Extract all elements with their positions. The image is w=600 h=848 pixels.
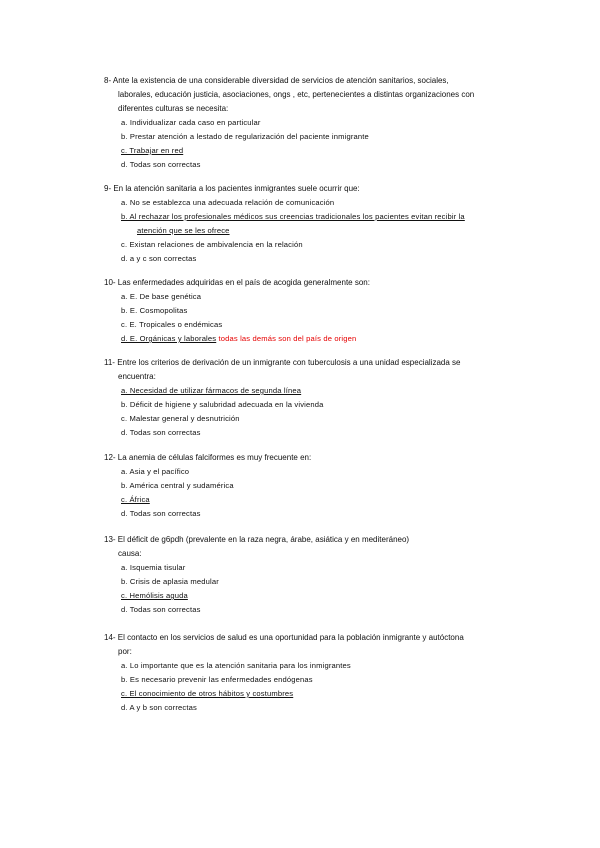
question-stem: [104, 533, 524, 561]
option-a: a. Lo importante que es la atención sanitaria para los inmigrantes: [121, 661, 351, 670]
stem-line: 11- Entre los criterios de derivación de un inmigrante con tuberculosis a una unidad especializada se: [104, 358, 461, 367]
option-d-correct: d. E. Orgánicas y laborales: [121, 334, 217, 343]
option-b: b. América central y sudamérica: [121, 481, 234, 490]
question-stem: [104, 74, 524, 116]
option-a: a. Individualizar cada caso en particular: [121, 118, 261, 127]
question-14: [104, 631, 524, 715]
option-d: d. Todas son correctas: [121, 428, 201, 437]
option-b-continuation: atención que se les ofrece: [137, 226, 230, 235]
answer-note: todas las demás son del país de origen: [218, 334, 357, 343]
stem-line: causa:: [118, 549, 142, 558]
option-b: b. Déficit de higiene y salubridad adecuada en la vivienda: [121, 400, 324, 409]
option-a: a. No se establezca una adecuada relación de comunicación: [121, 198, 335, 207]
question-8: [104, 74, 524, 172]
question-13: [104, 533, 524, 617]
option-b: b. Es necesario prevenir las enfermedades endógenas: [121, 675, 313, 684]
option-a: a. Asia y el pacífico: [121, 467, 190, 476]
option-c-correct: c. El conocimiento de otros hábitos y costumbres: [121, 689, 294, 698]
stem-line: 8- Ante la existencia de una considerable diversidad de servicios de atención sanitarios, sociales,: [104, 76, 449, 85]
question-9: [104, 182, 524, 266]
option-c-correct: c. África: [121, 495, 150, 504]
option-d: d. Todas son correctas: [121, 160, 201, 169]
question-stem: 12- La anemia de células falciformes es muy frecuente en:: [104, 453, 312, 462]
stem-line: 14- El contacto en los servicios de salud es una oportunidad para la población inmigrante y autóctona: [104, 633, 464, 642]
stem-line: encuentra:: [118, 372, 156, 381]
option-b: b. Prestar atención a lestado de regularización del paciente inmigrante: [121, 132, 369, 141]
option-b: b. Crisis de aplasia medular: [121, 577, 219, 586]
question-stem: [104, 631, 524, 659]
stem-line: por:: [118, 647, 132, 656]
question-stem: [104, 356, 524, 384]
question-stem: 10- Las enfermedades adquiridas en el país de acogida generalmente son:: [104, 278, 370, 287]
option-c-correct: c. Trabajar en red: [121, 146, 184, 155]
stem-line: 13- El déficit de g6pdh (prevalente en la raza negra, árabe, asiática y en mediteráneo): [104, 535, 410, 544]
option-a: a. E. De base genética: [121, 292, 202, 301]
option-a-correct: a. Necesidad de utilizar fármacos de segunda línea: [121, 386, 302, 395]
option-d: d. Todas son correctas: [121, 605, 201, 614]
question-10: [104, 276, 524, 346]
question-stem: 9- En la atención sanitaria a los pacientes inmigrantes suele ocurrir que:: [104, 184, 360, 193]
stem-line: laborales, educación justicia, asociaciones, ongs , etc, pertenecientes a distintas organizaciones con: [118, 90, 475, 99]
option-d: d. a y c son correctas: [121, 254, 197, 263]
stem-line: diferentes culturas se necesita:: [118, 104, 229, 113]
option-b-correct: b. Al rechazar los profesionales médicos sus creencias tradicionales los pacientes evitan recibir la: [121, 212, 465, 221]
option-c-correct: c. Hemólisis aguda: [121, 591, 188, 600]
question-11: [104, 356, 524, 440]
option-d: d. Todas son correctas: [121, 509, 201, 518]
option-c: c. Malestar general y desnutrición: [121, 414, 240, 423]
option-a: a. Isquemia tisular: [121, 563, 186, 572]
option-c: c. E. Tropicales o endémicas: [121, 320, 223, 329]
option-d: d. A y b son correctas: [121, 703, 197, 712]
option-b: b. E. Cosmopolitas: [121, 306, 188, 315]
question-12: [104, 451, 524, 521]
option-c: c. Existan relaciones de ambivalencia en la relación: [121, 240, 303, 249]
